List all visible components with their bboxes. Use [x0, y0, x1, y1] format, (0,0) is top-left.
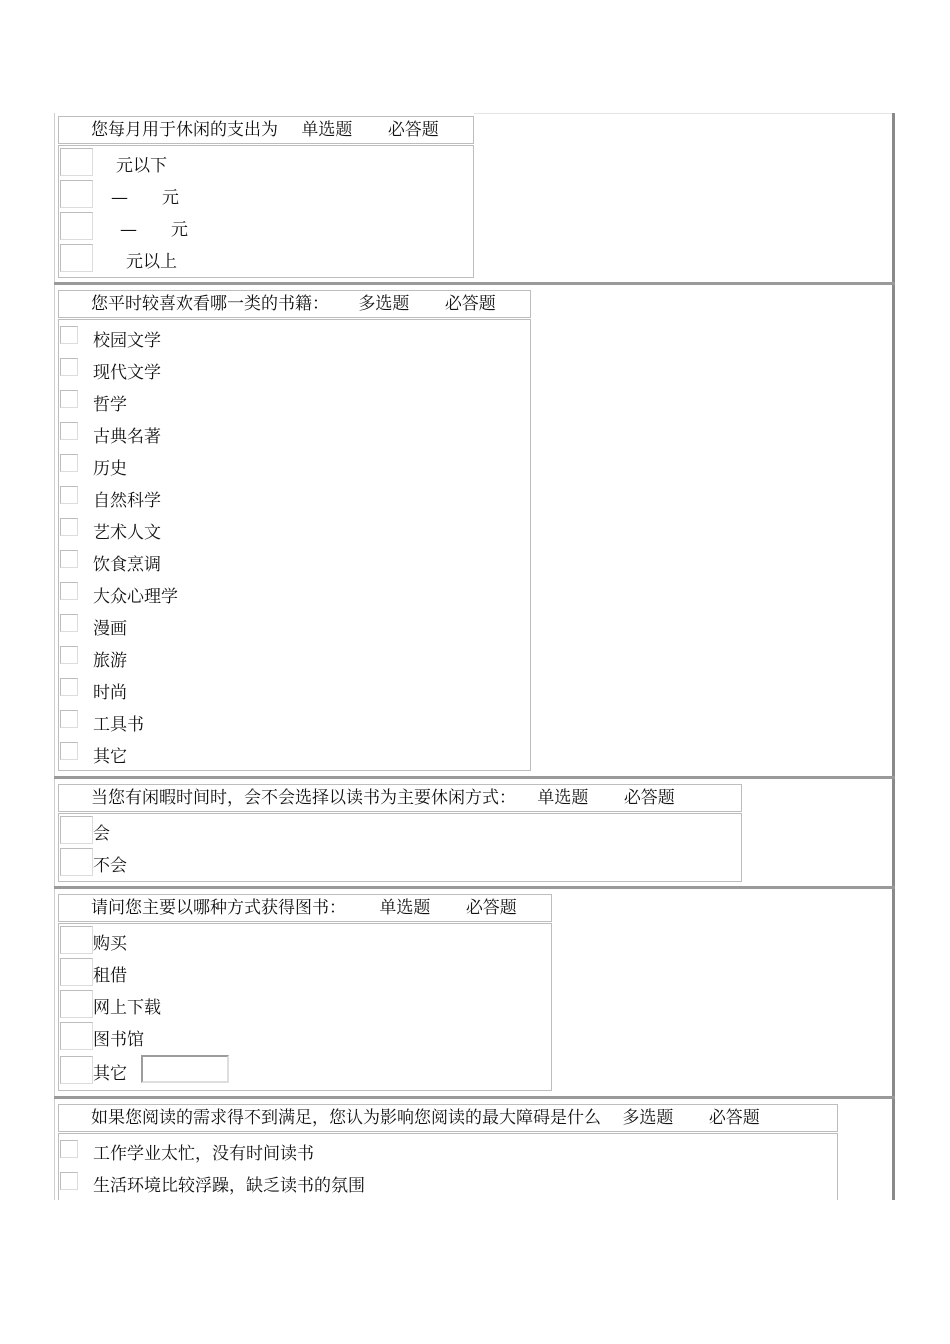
question-5-option-1-label: 工作学业太忙，没有时间读书 [93, 1144, 314, 1164]
question-4-option-1-label: 购买 [93, 934, 127, 954]
question-2-option-5-checkbox[interactable] [60, 454, 78, 472]
question-2-option-3-label: 哲学 [93, 395, 127, 415]
question-4-title: 请问您主要以哪种方式获得图书： [91, 898, 346, 918]
question-2-option-3-checkbox[interactable] [60, 390, 78, 408]
question-4-option-5-label: 其它 [93, 1064, 127, 1084]
question-5-type: 多选题 [622, 1108, 674, 1128]
question-2-option-2-label: 现代文学 [93, 363, 161, 383]
question-2-option-11-checkbox[interactable] [60, 646, 78, 664]
question-5-option-1-checkbox[interactable] [60, 1140, 78, 1158]
question-3-option-2-radio[interactable] [60, 848, 93, 876]
question-4-header [58, 894, 552, 922]
question-2-option-8-label: 饮食烹调 [93, 555, 161, 575]
question-4-option-5-radio[interactable] [60, 1056, 93, 1084]
question-4-option-4-label: 图书馆 [93, 1030, 144, 1050]
question-3-options [58, 813, 742, 882]
question-5-title: 如果您阅读的需求得不到满足，您认为影响您阅读的最大障碍是什么 [91, 1108, 601, 1128]
question-1-option-4-radio[interactable] [60, 244, 93, 272]
question-separator [54, 776, 895, 779]
question-5-required: 必答题 [708, 1108, 760, 1128]
question-2-type: 多选题 [358, 294, 410, 314]
question-3-option-2-label: 不会 [93, 856, 127, 876]
question-2-option-9-label: 大众心理学 [93, 587, 178, 607]
question-3-header [58, 784, 742, 812]
question-separator [54, 886, 895, 889]
question-3-title: 当您有闲暇时间时，会不会选择以读书为主要休闲方式： [91, 788, 516, 808]
question-3-required: 必答题 [623, 788, 675, 808]
question-3-option-1-radio[interactable] [60, 816, 93, 844]
question-5-option-2-checkbox[interactable] [60, 1172, 78, 1190]
frame-top-border [474, 113, 894, 114]
question-4-required: 必答题 [465, 898, 517, 918]
question-2-option-12-checkbox[interactable] [60, 678, 78, 696]
question-4-option-2-radio[interactable] [60, 958, 93, 986]
question-2-option-10-checkbox[interactable] [60, 614, 78, 632]
question-4-option-1-radio[interactable] [60, 926, 93, 954]
question-2-option-1-checkbox[interactable] [60, 326, 78, 344]
question-2-option-13-label: 工具书 [93, 715, 144, 735]
frame-right-border [892, 113, 895, 1200]
question-1-option-3-label: — 元 [120, 220, 188, 240]
question-1-title: 您每月用于休闲的支出为 [91, 120, 278, 140]
question-2-option-4-label: 古典名著 [93, 427, 161, 447]
question-4-option-4-radio[interactable] [60, 1022, 93, 1050]
question-separator [54, 1096, 895, 1099]
question-1-header [58, 116, 474, 144]
question-1-required: 必答题 [387, 120, 439, 140]
question-separator [54, 282, 895, 285]
question-2-option-7-label: 艺术人文 [93, 523, 161, 543]
question-2-option-9-checkbox[interactable] [60, 582, 78, 600]
question-2-option-11-label: 旅游 [93, 651, 127, 671]
question-2-option-5-label: 历史 [93, 459, 127, 479]
question-3-type: 单选题 [537, 788, 589, 808]
question-4-option-2-label: 租借 [93, 966, 127, 986]
question-1-option-4-label: 元以上 [126, 252, 177, 272]
question-2-option-13-checkbox[interactable] [60, 710, 78, 728]
question-2-required: 必答题 [444, 294, 496, 314]
question-1-type: 单选题 [301, 120, 353, 140]
question-2-option-14-checkbox[interactable] [60, 742, 78, 760]
question-5-header [58, 1104, 838, 1132]
question-1-option-2-label: — 元 [111, 188, 179, 208]
question-4-option-3-label: 网上下载 [93, 998, 161, 1018]
question-2-option-12-label: 时尚 [93, 683, 127, 703]
question-2-option-6-checkbox[interactable] [60, 486, 78, 504]
question-1-option-3-radio[interactable] [60, 212, 93, 240]
question-2-option-10-label: 漫画 [93, 619, 127, 639]
question-2-header [58, 290, 531, 318]
question-1-option-1-radio[interactable] [60, 148, 93, 176]
question-2-option-14-label: 其它 [93, 747, 127, 767]
question-3-option-1-label: 会 [93, 824, 110, 844]
question-2-option-7-checkbox[interactable] [60, 518, 78, 536]
question-1-option-2-radio[interactable] [60, 180, 93, 208]
question-2-option-6-label: 自然科学 [93, 491, 161, 511]
question-5-option-2-label: 生活环境比较浮躁，缺乏读书的氛围 [93, 1176, 365, 1196]
question-1-option-1-label: 元以下 [116, 156, 167, 176]
question-2-title: 您平时较喜欢看哪一类的书籍： [91, 294, 329, 314]
question-4-type: 单选题 [379, 898, 431, 918]
question-2-option-2-checkbox[interactable] [60, 358, 78, 376]
question-2-option-1-label: 校园文学 [93, 331, 161, 351]
question-4-option-3-radio[interactable] [60, 990, 93, 1018]
question-4-other-text-input[interactable] [141, 1055, 229, 1083]
question-2-option-4-checkbox[interactable] [60, 422, 78, 440]
question-2-option-8-checkbox[interactable] [60, 550, 78, 568]
